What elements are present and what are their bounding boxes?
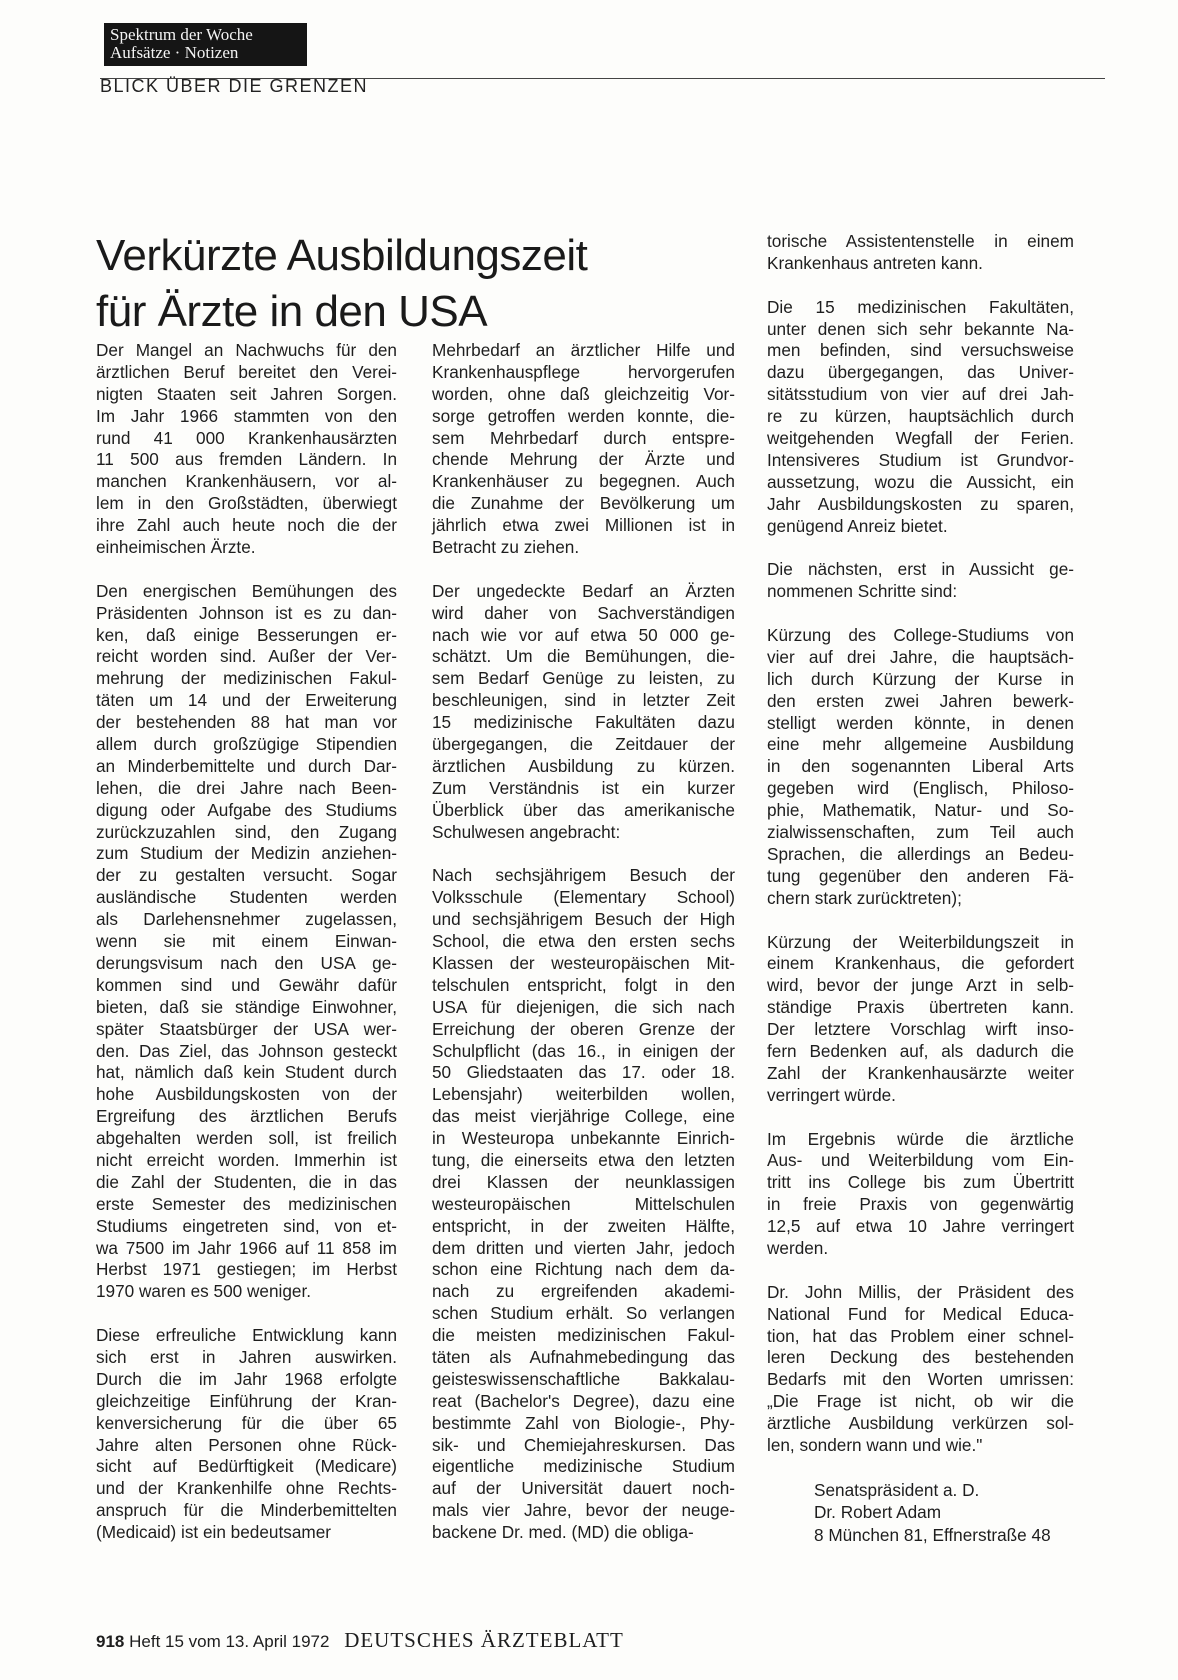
text-line: erste Semester des medizinischen [96,1193,397,1214]
text-line: men befinden, sind versuchsweise [767,340,1074,361]
text-line: wird, bevor der junge Arzt in selb- [767,975,1074,996]
text-line: hat, nämlich daß kein Student durch [96,1062,397,1083]
text-line: Bedarfs mit den Worten umrissen: [767,1369,1074,1390]
text-line: Durch die im Jahr 1968 erfolgte [96,1368,397,1389]
text-line: ärztlichen Beruf bereitet den Verei- [96,361,397,382]
text-line: Diese erfreuliche Entwicklung kann [96,1325,397,1346]
text-line: zialwissenschaften, zum Teil auch [767,822,1074,843]
text-line: eine mehr allgemeine Ausbildung [767,734,1074,755]
text-line: 1970 waren es 500 weniger. [96,1281,311,1302]
paragraph-gap [767,1107,1074,1129]
section-badge-line-1: Spektrum der Woche [110,25,253,44]
text-line: jährlich etwa zwei Millionen ist in [432,515,735,536]
text-line: derungsvisum nach den USA ge- [96,952,397,973]
text-line: wenn sie mit einem Einwan- [96,931,397,952]
text-line: Krankenhauspflege hervorgerufen [432,361,735,382]
text-line: der zu gestalten versucht. Sogar [96,865,397,886]
text-line: Überblick über das amerikanische [432,799,735,820]
text-line: lem in den Großstädten, überwiegt [96,493,397,514]
text-column-1 [96,340,397,1544]
text-line: Mehrbedarf an ärztlicher Hilfe und [432,340,735,360]
text-line: Im Jahr 1966 stammten von den [96,405,397,426]
text-line: ständige Praxis übertreten kann. [767,997,1074,1018]
issue-info: Heft 15 vom 13. April 1972 [129,1632,330,1651]
text-line: Sprachen, die allerdings an Bedeu- [767,843,1074,864]
text-line: allem durch großzügige Stipendien [96,734,397,755]
text-line: rund 41 000 Krankenhausärzten [96,427,397,448]
text-line: gleichzeitige Einführung der Kran- [96,1390,397,1411]
text-line: westeuropäischen Mittelschulen [432,1193,735,1214]
article-headline [96,228,656,340]
text-line: (Medicaid) ist ein bedeutsamer [96,1522,332,1543]
text-line: den. Das Ziel, das Johnson gesteckt [96,1040,397,1061]
text-line: Schulpflicht (das 16., in einigen der [432,1040,735,1061]
paragraph-gap [767,603,1074,625]
text-line: der bestehenden 88 hat man vor [96,712,397,733]
text-line: sicht auf Bedürftigkeit (Medicare) [96,1456,397,1477]
text-line: Krankenhäuser zu begegnen. Auch [432,471,735,492]
text-line: einem Krankenhaus, die gefordert [767,953,1074,974]
text-line: Dr. John Millis, der Präsident des [767,1281,1074,1302]
text-line: wa 7500 im Jahr 1966 auf 11 858 im [96,1237,397,1258]
text-line: tritt ins College bis zum Übertritt [767,1172,1074,1193]
text-line: stelligt werden könnte, in denen [767,712,1074,733]
text-line: ausländische Studenten werden [96,887,397,908]
text-line: chern stark zurücktreten); [767,887,962,908]
section-badge-line-2: Aufsätze · Notizen [110,43,239,62]
text-line: mals vier Jahre, bevor der neuge- [432,1500,735,1521]
text-line: Der letztere Vorschlag wirft inso- [767,1019,1074,1040]
text-line: nommenen Schritte sind: [767,581,958,602]
text-line: Herbst 1971 gestiegen; im Herbst [96,1259,397,1280]
text-line: tung gegenüber den anderen Fä- [767,865,1074,886]
text-line: leren Deckung des bestehenden [767,1347,1074,1368]
paragraph-gap [767,1260,1074,1282]
text-line: ärztliche Ausbildung verkürzen sol- [767,1413,1074,1434]
text-line: auf der Universität dauert noch- [432,1478,735,1499]
text-line: kenversicherung für die über 65 [96,1412,397,1433]
text-line: wird daher von Sachverständigen [432,602,735,623]
magazine-name: DEUTSCHES ÄRZTEBLATT [344,1628,624,1652]
text-line: „Die Frage ist nicht, ob wir die [767,1391,1074,1412]
text-line: Zum Verständnis ist ein kurzer [432,777,735,798]
text-line: ihre Zahl auch heute noch die der [96,515,397,536]
text-line: USA für diejenigen, die sich nach [432,996,735,1017]
text-line: bestimmte Zahl von Biologie-, Phy- [432,1412,735,1433]
text-line: Jahre alten Personen ohne Rück- [96,1434,397,1455]
text-line: Präsidenten Johnson ist es zu dan- [96,602,397,623]
text-line: nach wie vor auf etwa 50 000 ge- [432,624,735,645]
text-line: Volksschule (Elementary School) [432,887,735,908]
headline-line-2: für Ärzte in den USA [96,287,488,336]
paragraph-gap [96,1303,397,1325]
text-line: Erreichung der oberen Grenze der [432,1018,735,1039]
author-address: 8 München 81, Effnerstraße 48 [814,1524,1051,1545]
text-line: re zu kürzen, hauptsächlich durch [767,406,1074,427]
text-line: worden, ohne daß gleichzeitig Vor- [432,383,735,404]
text-line: Nach sechsjährigem Besuch der [432,865,735,886]
text-line: Die 15 medizinischen Fakultäten, [767,296,1074,317]
text-line: Aus- und Weiterbildung vom Ein- [767,1150,1074,1171]
text-line: Der ungedeckte Bedarf an Ärzten [432,580,735,601]
text-line: 50 Gliedstaaten das 17. oder 18. [432,1062,735,1083]
paragraph-gap [767,275,1074,297]
text-line: nigten Staaten seit Jahren Sorgen. [96,383,397,404]
text-line: 11 500 aus fremden Ländern. In [96,449,397,470]
rubric-title: BLICK ÜBER DIE GRENZEN [100,76,369,96]
text-line: später Staatsbürger der USA wer- [96,1018,397,1039]
text-line: telschulen entspricht, folgt in den [432,974,735,995]
paragraph-gap [767,537,1074,559]
text-line: entspricht, in der zweiten Hälfte, [432,1215,735,1236]
author-name: Dr. Robert Adam [814,1502,942,1523]
text-line: schen Studium erhält. So verlangen [432,1303,735,1324]
text-line: hohe Ausbildungskosten von der [96,1084,397,1105]
text-line: reicht worden sind. Außer der Ver- [96,646,397,667]
text-line: und sechsjährigem Besuch der High [432,909,735,930]
text-line: zum Studium der Medizin anziehen- [96,843,397,864]
text-line: in freie Praxis von gegenwärtig [767,1194,1074,1215]
text-line: sem Bedarf Genüge zu leisten, zu [432,668,735,689]
text-line: verringert würde. [767,1084,896,1105]
text-line: Im Ergebnis würde die ärztliche [767,1128,1074,1149]
text-line: drei Klassen der neunklassigen [432,1171,735,1192]
text-line: als Darlehensnehmer zugelassen, [96,909,397,930]
page-number: 918 [96,1632,125,1651]
text-line: Lebensjahr) weiterbilden wollen, [432,1084,735,1105]
text-line: len, sondern wann und wie." [767,1434,983,1455]
text-line: täten um 14 und der Erweiterung [96,690,397,711]
text-line: aussetzung, wozu die Aussicht, ein [767,471,1074,492]
text-line: die meisten medizinischen Fakul- [432,1325,735,1346]
text-line: reat (Bachelor's Degree), dazu eine [432,1390,735,1411]
text-line: lehen, die drei Jahre nach Been- [96,777,397,798]
text-line: sik- und Chemiejahreskursen. Das [432,1434,735,1455]
paragraph-gap [767,910,1074,932]
paragraph-gap [432,843,735,865]
text-line: phie, Mathematik, Natur- und So- [767,800,1074,821]
text-line: sich erst in Jahren auswirken. [96,1346,397,1367]
text-line: gegeben wird (Englisch, Philoso- [767,778,1074,799]
text-line: zurückzuzahlen sind, den Zugang [96,821,397,842]
text-line: die Zahl der Studenten, die in das [96,1171,397,1192]
text-line: das meist vierjährige College, eine [432,1106,735,1127]
text-line: Schulwesen angebracht: [432,821,621,842]
text-line: Der Mangel an Nachwuchs für den [96,340,397,360]
page-footer [96,1628,624,1653]
text-line: lich durch Kürzung der Kurse in [767,668,1074,689]
text-line: geisteswissenschaftliche Bakkalau- [432,1368,735,1389]
paragraph-gap [432,559,735,581]
text-line: Studiums eingetreten sind, von et- [96,1215,397,1236]
text-line: schon eine Richtung nach dem da- [432,1259,735,1280]
text-line: Die nächsten, erst in Aussicht ge- [767,559,1074,580]
text-line: werden. [767,1237,829,1258]
text-line: eigentliche medizinische Studium [432,1456,735,1477]
text-line: sorge getroffen werden konnte, die- [432,405,735,426]
author-title: Senatspräsident a. D. [814,1480,980,1500]
text-line: dazu übergegangen, das Univer- [767,362,1074,383]
text-line: Jahr Ausbildungskosten zu sparen, [767,493,1074,514]
text-line: nach zu ergreifenden akademi- [432,1281,735,1302]
text-line: nicht erreicht worden. Immerhin ist [96,1149,397,1170]
text-column-3 [767,231,1074,1457]
text-line: sem Mehrbedarf durch entspre- [432,427,735,448]
text-line: Kürzung der Weiterbildungszeit in [767,931,1074,952]
text-line: einheimischen Ärzte. [96,537,256,558]
text-line: abgehalten werden soll, ist freilich [96,1128,397,1149]
text-line: in Westeuropa unbekannte Einrich- [432,1128,735,1149]
text-line: täten als Aufnahmebedingung das [432,1346,735,1367]
text-line: dem dritten und vierten Jahr, jedoch [432,1237,735,1258]
text-line: kommen sind und Gewähr dafür [96,974,397,995]
text-line: chende Mehrung der Ärzte und [432,449,735,470]
text-line: National Fund for Medical Educa- [767,1303,1074,1324]
paragraph-gap [96,559,397,581]
text-line: 15 medizinische Fakultäten dazu [432,712,735,733]
text-line: tion, hat das Problem einer schnel- [767,1325,1074,1346]
text-line: anspruch für die Minderbemittelten [96,1500,397,1521]
text-line: schätzt. Um die Bemühungen, die- [432,646,735,667]
text-line: ärztlichen Ausbildung zu kürzen. [432,755,735,776]
text-line: unter denen sich sehr bekannte Na- [767,318,1074,339]
text-line: die Zunahme der Bevölkerung um [432,493,735,514]
text-line: Klassen der westeuropäischen Mit- [432,952,735,973]
author-signature [814,1479,1051,1546]
text-line: bieten, daß sie ständige Einwohner, [96,996,397,1017]
text-line: genügend Anreiz bietet. [767,515,948,536]
headline-line-1: Verkürzte Ausbildungszeit [96,231,588,280]
text-line: fern Bedenken auf, als dadurch die [767,1040,1074,1061]
text-line: übergegangen, die Zeitdauer der [432,734,735,755]
text-line: Ergreifung des ärztlichen Berufs [96,1106,397,1127]
text-line: Zahl der Krankenhausärzte weiter [767,1062,1074,1083]
text-line: und der Krankenhilfe ohne Rechts- [96,1478,397,1499]
text-line: manchen Krankenhäusern, vor al- [96,471,397,492]
text-line: beschleunigen, sind in letzter Zeit [432,690,735,711]
text-line: sitätsstudium von vier auf drei Jah- [767,384,1074,405]
text-line: backene Dr. med. (MD) die obliga- [432,1522,694,1543]
text-line: Kürzung des College-Studiums von [767,625,1074,646]
text-column-2 [432,340,735,1544]
text-line: Krankenhaus antreten kann. [767,252,983,273]
text-line: mehrung der medizinischen Fakul- [96,668,397,689]
text-line: ken, daß einige Besserungen er- [96,624,397,645]
text-line: vier auf drei Jahre, die hauptsäch- [767,646,1074,667]
text-line: tung, die einerseits etwa den letzten [432,1149,735,1170]
text-line: digung oder Aufgabe des Studiums [96,799,397,820]
text-line: Intensiveres Studium ist Grundvor- [767,449,1074,470]
section-badge [104,23,307,66]
text-line: torische Assistentenstelle in einem [767,231,1074,251]
text-line: School, die etwa den ersten sechs [432,931,735,952]
header-rule [100,78,1105,79]
text-line: Betracht zu ziehen. [432,537,580,558]
text-line: in den sogenannten Liberal Arts [767,756,1074,777]
text-line: weitgehenden Wegfall der Ferien. [767,428,1074,449]
text-line: den ersten zwei Jahren bewerk- [767,690,1074,711]
text-line: 12,5 auf etwa 10 Jahre verringert [767,1216,1074,1237]
text-line: an Minderbemittelte und durch Dar- [96,755,397,776]
text-line: Den energischen Bemühungen des [96,580,397,601]
